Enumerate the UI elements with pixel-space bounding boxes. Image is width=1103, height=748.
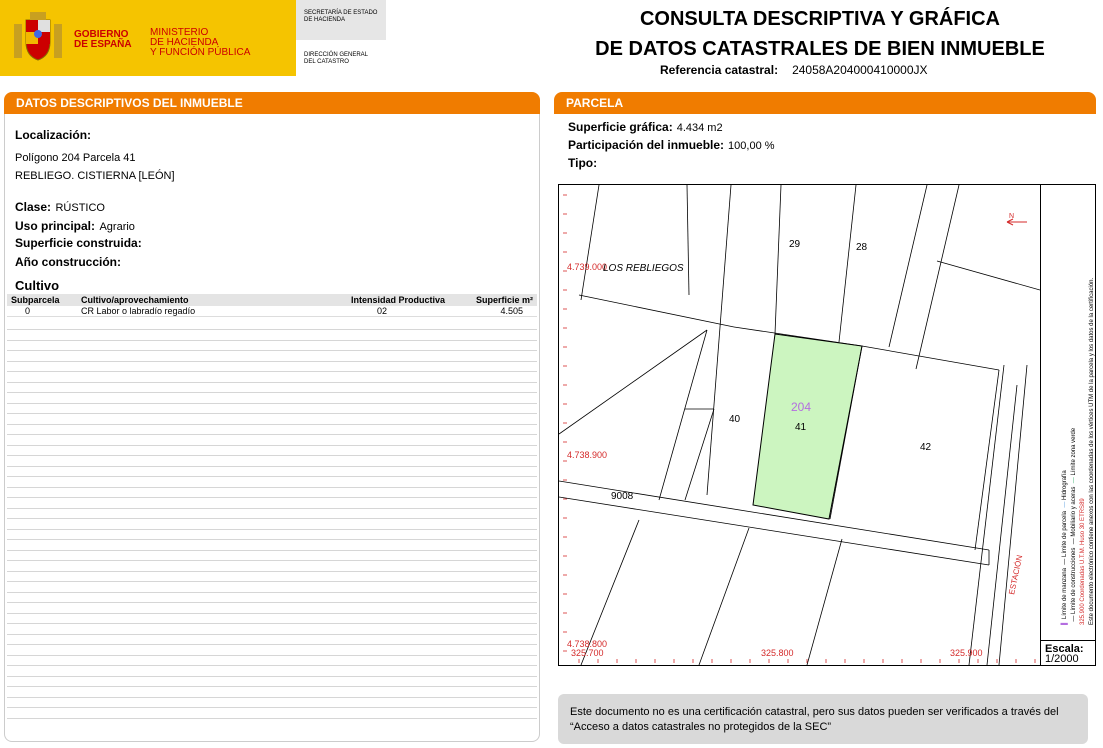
empty-table-row <box>7 688 537 698</box>
localizacion-line2: REBLIEGO. CISTIERNA [LEÓN] <box>15 170 175 182</box>
empty-table-row <box>7 520 537 530</box>
empty-table-row <box>7 331 537 341</box>
ministerio-label: MINISTERIO DE HACIENDA Y FUNCIÓN PÚBLICA <box>150 27 251 58</box>
empty-table-row <box>7 352 537 362</box>
poligono-label: 204 <box>791 400 812 414</box>
empty-table-row <box>7 320 537 330</box>
estacion-label: ESTACIÓN <box>1007 554 1025 596</box>
empty-table-row <box>7 635 537 645</box>
cadastral-map <box>558 184 1096 666</box>
localizacion-line1: Polígono 204 Parcela 41 <box>15 152 136 164</box>
empty-table-row <box>7 604 537 614</box>
empty-table-row <box>7 383 537 393</box>
empty-table-row <box>7 425 537 435</box>
disclaimer-note: Este documento no es una certificación catastral, pero sus datos pueden ser verificados a través del “Acceso a datos catastrales no protegidos de la SEC” <box>558 694 1088 744</box>
empty-table-row <box>7 362 537 372</box>
col-intensidad: Intensidad Productiva <box>347 294 457 306</box>
parcel-41-label: 41 <box>795 422 807 433</box>
empty-table-row <box>7 488 537 498</box>
gobierno-logo-block <box>0 0 296 76</box>
svg-text:N: N <box>1009 213 1015 220</box>
header-logos <box>0 0 388 76</box>
empty-table-row <box>7 677 537 687</box>
empty-table-row <box>7 404 537 414</box>
empty-table-row <box>7 457 537 467</box>
superficie-construida-label: Superficie construida: <box>15 236 142 250</box>
empty-table-row <box>7 415 537 425</box>
coord-x-325700: 325.700 <box>571 648 604 658</box>
table-row: 0 CR Labor o labradío regadío 02 4.505 <box>7 306 537 317</box>
empty-table-row <box>7 499 537 509</box>
coord-x-325900: 325.900 <box>950 648 983 658</box>
page-title: CONSULTA DESCRIPTIVA Y GRÁFICA DE DATOS CATASTRALES DE BIEN INMUEBLE <box>595 8 1045 60</box>
coord-x-325800: 325.800 <box>761 648 794 658</box>
empty-table-row <box>7 509 537 519</box>
anio-construccion-label: Año construcción: <box>15 255 122 269</box>
empty-table-row <box>7 530 537 540</box>
col-subparcela: Subparcela <box>7 294 77 306</box>
legend-construcciones: Límite de construcciones <box>1071 547 1077 614</box>
empty-table-row <box>7 478 537 488</box>
parcela-header: PARCELA <box>554 92 1096 114</box>
parcel-41-shape <box>753 334 862 519</box>
legend-row-1: ▌ Límite de manzana — Límite de parcela — Hidrografía <box>1062 470 1068 625</box>
parcel-42-label: 42 <box>920 442 932 453</box>
referencia-label: Referencia catastral: <box>660 63 779 77</box>
referencia-value: 24058A204000410000JX <box>792 63 928 77</box>
empty-table-row <box>7 583 537 593</box>
empty-table-row <box>7 436 537 446</box>
empty-table-row <box>7 467 537 477</box>
empty-table-row <box>7 446 537 456</box>
direccion-label: DIRECCIÓN GENERAL DEL CATASTRO <box>304 52 369 65</box>
empty-table-row <box>7 373 537 383</box>
legend-hidrografia: Hidrografía <box>1062 470 1068 500</box>
col-cultivo: Cultivo/aprovechamiento <box>77 294 347 306</box>
legend-note: Este documento electrónico contiene anexos con las coordenadas de los vértices UTM de la parcela y los datos de la certificación. <box>1089 277 1095 625</box>
gobierno-label: GOBIERNO DE ESPAÑA <box>74 29 132 50</box>
empty-table-row <box>7 646 537 656</box>
superficie-grafica-row: Superficie gráfica: 4.434 m2 <box>568 120 723 134</box>
empty-table-row <box>7 656 537 666</box>
legend-zona-verde: Límite zona verde <box>1071 427 1077 476</box>
empty-table-row <box>7 541 537 551</box>
map-legend <box>1040 185 1095 640</box>
empty-table-row <box>7 394 537 404</box>
parcel-40-label: 40 <box>729 414 741 425</box>
datos-descriptivos-panel <box>4 114 540 742</box>
secretaria-label: SECRETARÍA DE ESTADO DE HACIENDA <box>296 0 386 40</box>
empty-table-row <box>7 698 537 708</box>
empty-table-row <box>7 709 537 719</box>
datos-descriptivos-header: DATOS DESCRIPTIVOS DEL INMUEBLE <box>4 92 540 114</box>
col-superficie: Superficie m² <box>457 294 537 306</box>
clase-row: Clase: RÚSTICO <box>15 200 105 214</box>
participacion-row: Participación del inmueble: 100,00 % <box>568 138 775 152</box>
parcel-29-label: 29 <box>789 239 801 250</box>
empty-table-row <box>7 341 537 351</box>
empty-table-row <box>7 551 537 561</box>
coord-y-4739000: 4.739.000 <box>567 262 608 272</box>
empty-table-row <box>7 593 537 603</box>
parcel-28-label: 28 <box>856 242 868 253</box>
empty-table-row <box>7 625 537 635</box>
localizacion-label: Localización: <box>15 128 92 142</box>
legend-coords: 325.900 Coordenadas U.T.M. Huso 30 ETRS89 <box>1080 498 1086 625</box>
coord-y-4738900: 4.738.900 <box>567 450 608 460</box>
empty-table-row <box>7 572 537 582</box>
referencia-catastral <box>660 63 928 77</box>
uso-row: Uso principal: Agrario <box>15 219 135 233</box>
cultivo-title: Cultivo <box>15 278 60 293</box>
table-header-row <box>7 294 537 306</box>
coord-y-4738800: 4.738.800 <box>567 639 608 649</box>
coat-of-arms-icon <box>10 10 66 66</box>
empty-table-row <box>7 614 537 624</box>
scale-box <box>1040 640 1095 666</box>
map-drawing <box>559 185 1040 665</box>
scale-label: Escala: <box>1045 643 1084 655</box>
empty-table-row <box>7 562 537 572</box>
camino-label: 9008 <box>611 491 634 502</box>
legend-row-2: — Límite de construcciones — Mobiliario y aceras — Límite zona verde <box>1071 427 1077 625</box>
empty-table-row <box>7 667 537 677</box>
legend-mobiliario: Mobiliario y aceras <box>1071 486 1077 537</box>
paraje-label: LOS REBLIEGOS <box>603 263 684 274</box>
scale-value: 1/2000 <box>1045 653 1079 665</box>
tipo-label: Tipo: <box>568 156 598 170</box>
legend-limite-parcela: Límite de parcela <box>1062 510 1068 558</box>
north-arrow-icon <box>1007 213 1027 225</box>
legend-limite-manzana: Límite de manzana <box>1062 568 1068 620</box>
cultivo-table <box>7 294 537 317</box>
